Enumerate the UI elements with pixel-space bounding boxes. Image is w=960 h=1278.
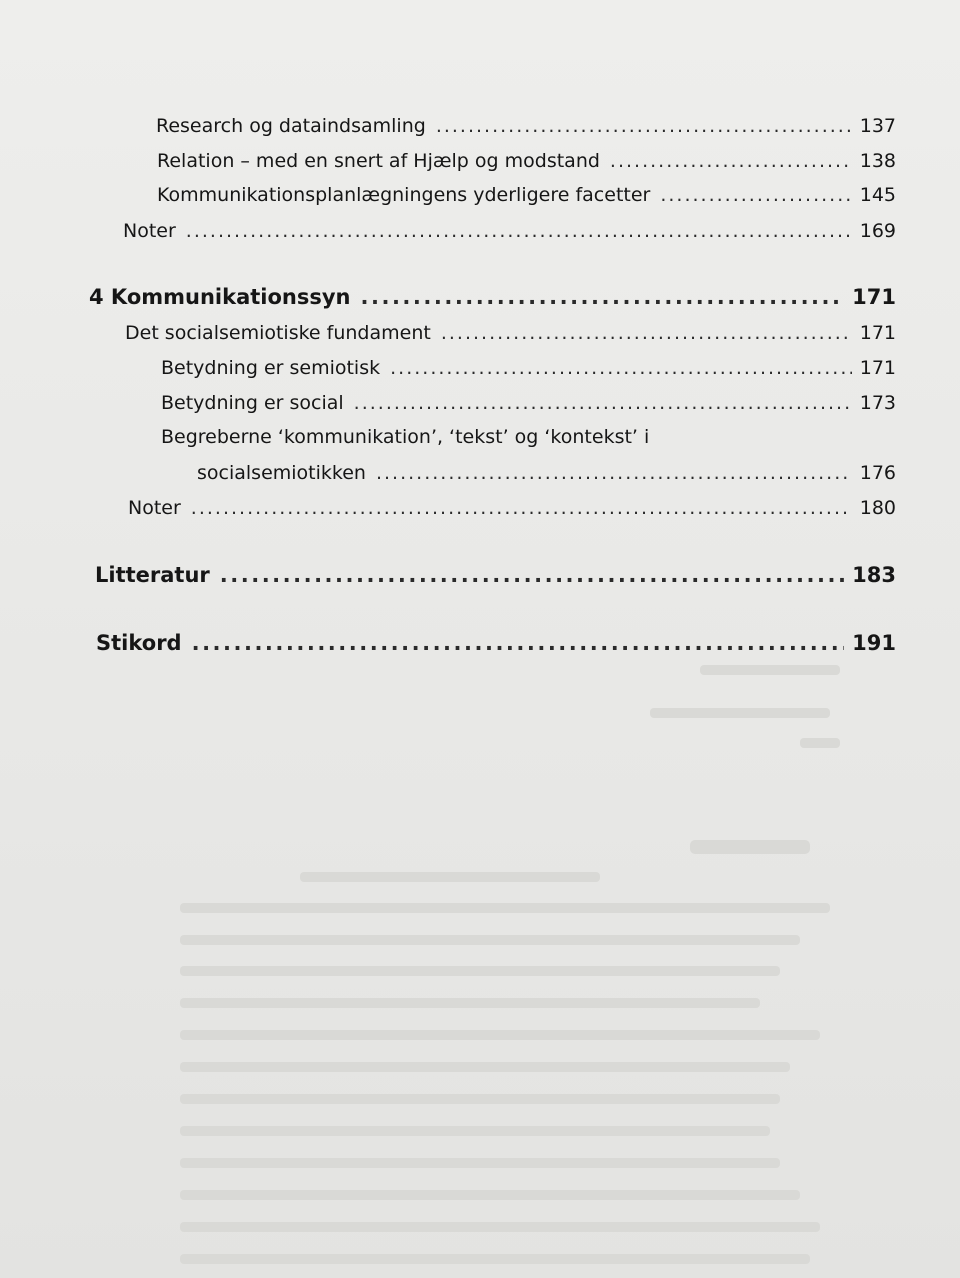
toc-leader-dots: [390, 357, 852, 379]
toc-page-number: 171: [859, 322, 896, 344]
toc-leader-dots: [220, 563, 844, 587]
toc-leader-dots: [441, 322, 852, 344]
toc-entry-begreberne-line2[interactable]: [197, 462, 896, 484]
toc-entry-kommplan[interactable]: [157, 184, 896, 206]
toc-page-number: 138: [859, 150, 896, 172]
toc-page-number: 137: [859, 115, 896, 137]
toc-entry-title: Det socialsemiotiske fundament: [125, 322, 431, 344]
toc-litteratur[interactable]: [95, 563, 896, 587]
toc-page-number: 169: [859, 220, 896, 242]
toc-page-number: 171: [859, 357, 896, 379]
toc-entry-title: Kommunikationsplanlægningens yderligere facetter: [157, 184, 651, 206]
toc-entry-title: Betydning er semiotisk: [161, 357, 381, 379]
toc-entry-title: Relation – med en snert af Hjælp og modstand: [157, 150, 600, 172]
toc-leader-dots: [436, 115, 852, 137]
toc-chapter-title: Litteratur: [95, 563, 210, 587]
toc-entry-title: socialsemiotikken: [197, 462, 366, 484]
toc-leader-dots: [192, 631, 845, 655]
toc-page-number: 171: [852, 285, 896, 309]
toc-chapter-title: Stikord: [96, 631, 182, 655]
toc-entry-title: Noter: [123, 220, 176, 242]
toc-entry-relation[interactable]: [157, 150, 896, 172]
toc-page-number: 176: [859, 462, 896, 484]
toc-chapter-4[interactable]: [89, 285, 896, 309]
toc-page-number: 173: [859, 392, 896, 414]
toc-entry-research[interactable]: [156, 115, 896, 137]
toc-leader-dots: [186, 220, 852, 242]
toc-entry-title: Betydning er social: [161, 392, 344, 414]
toc-entry-socialsemiotiske[interactable]: [125, 322, 896, 344]
toc-chapter-title: 4 Kommunikationssyn: [89, 285, 351, 309]
toc-page-number: 145: [859, 184, 896, 206]
toc-entry-semiotisk[interactable]: [161, 357, 896, 379]
toc-entry-begreberne-line1[interactable]: Begreberne ‘kommunikation’, ‘tekst’ og ‘kontekst’ i: [161, 426, 650, 448]
toc-entry-social[interactable]: [161, 392, 896, 414]
toc-entry-noter-3[interactable]: [123, 220, 896, 242]
toc-entry-noter-4[interactable]: [128, 497, 896, 519]
toc-stikord[interactable]: [96, 631, 896, 655]
toc-leader-dots: [376, 462, 852, 484]
toc-leader-dots: [361, 285, 845, 309]
toc-page-number: 183: [852, 563, 896, 587]
toc-leader-dots: [610, 150, 852, 172]
toc-leader-dots: [660, 184, 851, 206]
toc-page-number: 180: [859, 497, 896, 519]
toc-page-number: 191: [852, 631, 896, 655]
toc-leader-dots: [191, 497, 852, 519]
toc-entry-title: Noter: [128, 497, 181, 519]
toc-leader-dots: [354, 392, 852, 414]
toc-entry-title: Research og dataindsamling: [156, 115, 426, 137]
